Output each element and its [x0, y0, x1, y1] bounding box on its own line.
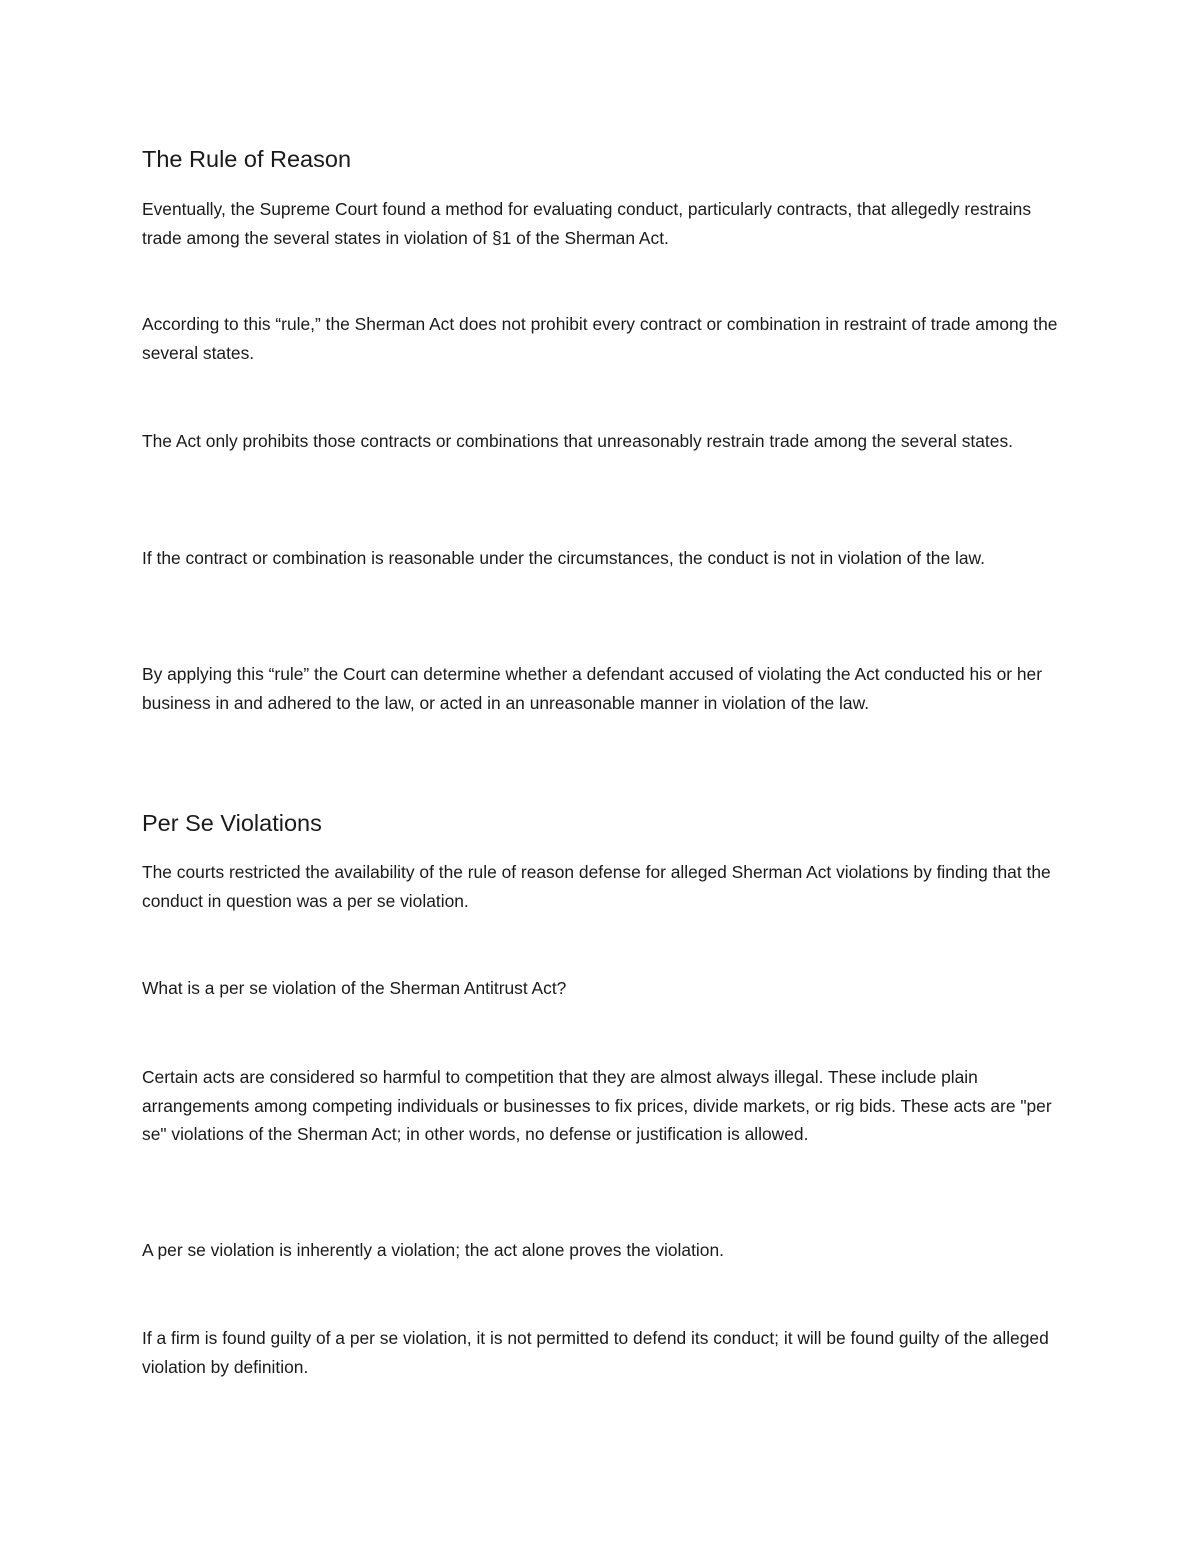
section-heading-rule-of-reason: The Rule of Reason	[142, 146, 352, 172]
paragraph: If the contract or combination is reasonable under the circumstances, the conduct is not in violation of the law.	[142, 548, 985, 568]
paragraph: Certain acts are considered so harmful to competition that they are almost always illegal. These include plain arrangements among competing individuals or businesses to fix prices, divide markets, or rig bids. These acts are "per se" violations of the Sherman Act; in other words, no defense or justification is allowed.	[142, 1067, 1052, 1145]
paragraph: Eventually, the Supreme Court found a method for evaluating conduct, particularly contracts, that allegedly restrains trade among the several states in violation of §1 of the Sherman Act.	[142, 199, 1032, 248]
paragraph: A per se violation is inherently a violation; the act alone proves the violation.	[142, 1240, 724, 1260]
section-heading-per-se-violations: Per Se Violations	[142, 810, 322, 836]
paragraph: The courts restricted the availability of the rule of reason defense for alleged Sherman Act violations by finding that the conduct in question was a per se violation.	[142, 862, 1051, 911]
paragraph: What is a per se violation of the Sherman Antitrust Act?	[142, 978, 567, 998]
paragraph: If a firm is found guilty of a per se violation, it is not permitted to defend its conduct; it will be found guilty of the alleged violation by definition.	[142, 1328, 1049, 1377]
paragraph: According to this “rule,” the Sherman Act does not prohibit every contract or combination in restraint of trade among the several states.	[142, 314, 1058, 363]
paragraph: By applying this “rule” the Court can determine whether a defendant accused of violating the Act conducted his or her business in and adhered to the law, or acted in an unreasonable manner in violation of the law.	[142, 664, 1043, 713]
paragraph: The Act only prohibits those contracts or combinations that unreasonably restrain trade among the several states.	[142, 431, 1013, 451]
